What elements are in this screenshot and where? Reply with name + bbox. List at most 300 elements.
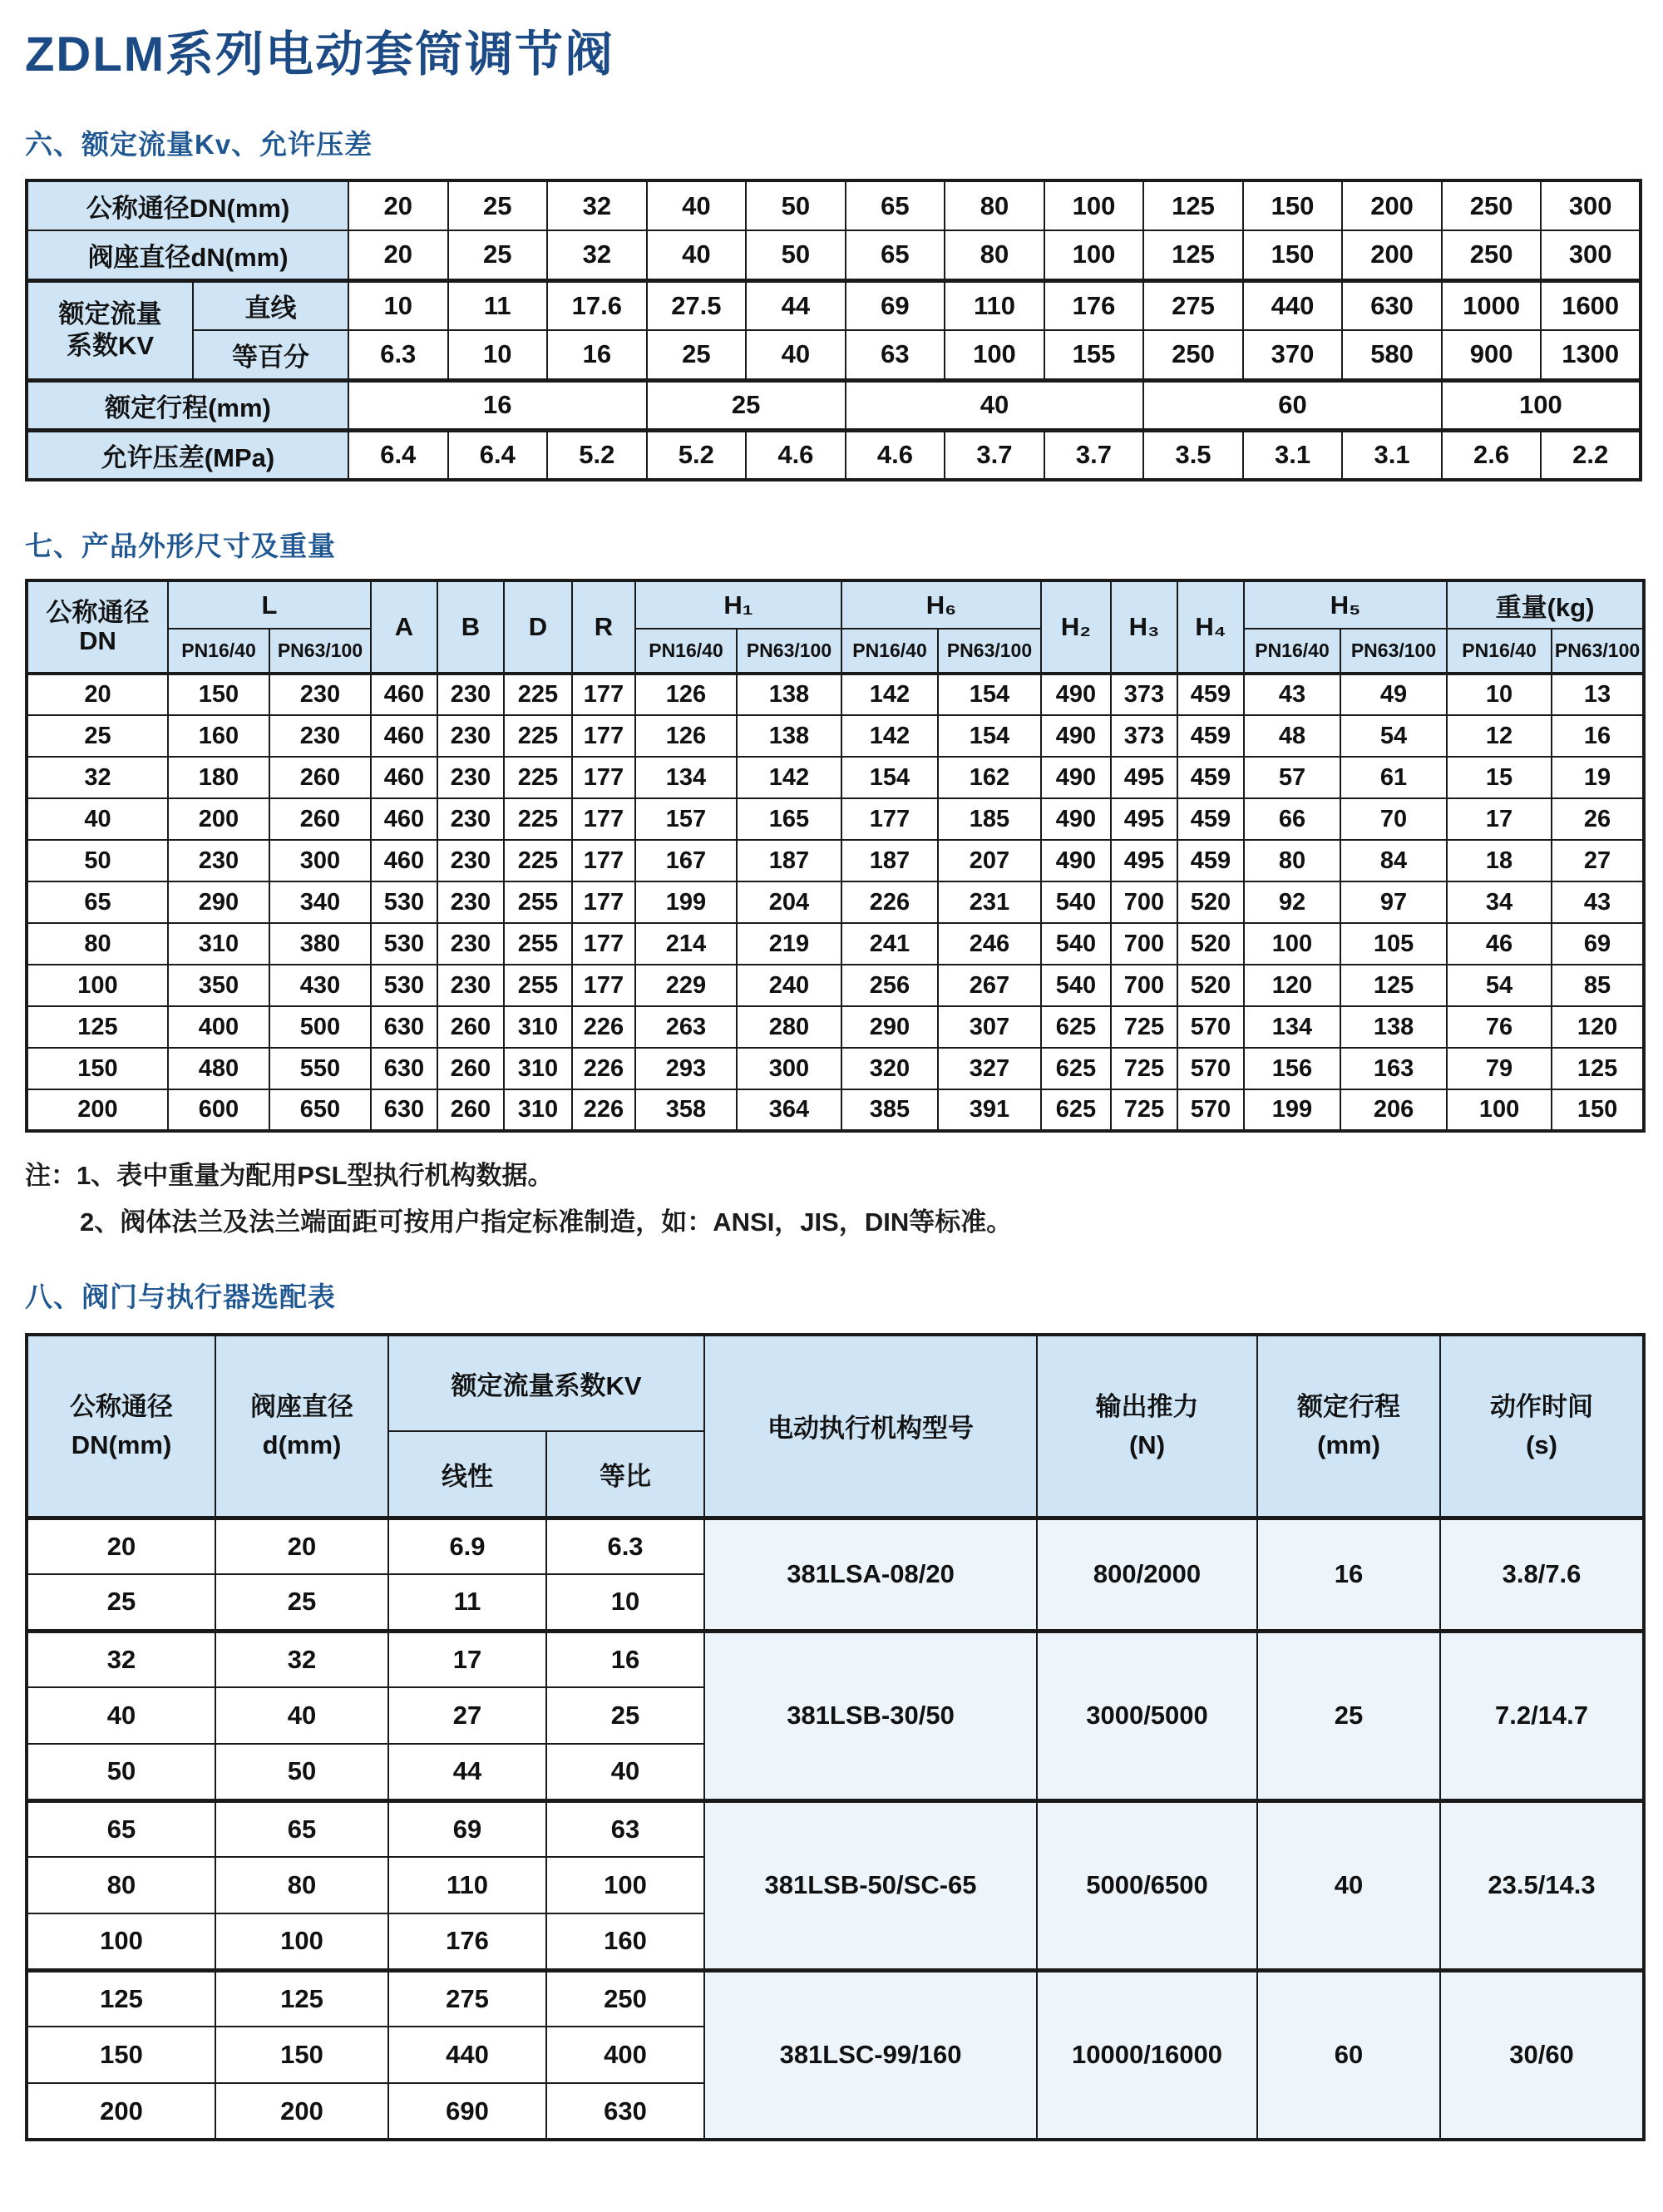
value-cell: 260 (437, 1089, 504, 1131)
value-cell: 10 (546, 1574, 704, 1631)
dn-cell: 100 (27, 1913, 215, 1970)
note-prefix: 注： (25, 1161, 76, 1190)
pn-subheader: PN63/100 (737, 629, 841, 674)
table-row (27, 1089, 1644, 1131)
value-cell: 459 (1177, 757, 1244, 798)
value-cell: 460 (371, 798, 437, 840)
dn-cell: 65 (27, 1800, 215, 1857)
value-cell: 500 (269, 1006, 371, 1048)
value-cell: 80 (1244, 840, 1340, 881)
value-cell: 350 (168, 965, 269, 1006)
col-header-dn (27, 580, 168, 674)
value-cell: 385 (841, 1089, 938, 1131)
value-cell: 229 (635, 965, 737, 1006)
nominal-diameter-label: 公称通径DN(mm) (27, 180, 348, 230)
kv-label-line2: 系数KV (66, 331, 155, 360)
dn-header-line2: DN(mm) (71, 1429, 172, 1459)
col-header-h3: H₃ (1111, 580, 1177, 674)
value-cell: 57 (1244, 757, 1340, 798)
table-header-row (27, 580, 1644, 629)
value-cell: 300 (737, 1048, 841, 1089)
value-cell: 54 (1340, 715, 1447, 757)
value-cell: 226 (572, 1048, 635, 1089)
dn-cell: 80 (27, 1857, 215, 1913)
value-cell: 25 (448, 230, 548, 280)
value-cell: 625 (1041, 1089, 1111, 1131)
note-line-2 (25, 1199, 1642, 1246)
table-row (27, 380, 1641, 430)
value-cell: 185 (938, 798, 1041, 840)
value-cell: 167 (635, 840, 737, 881)
value-cell: 126 (635, 674, 737, 715)
value-cell: 400 (546, 2027, 704, 2083)
value-cell: 100 (1044, 180, 1144, 230)
table-row (27, 1970, 1644, 2027)
value-cell: 177 (572, 715, 635, 757)
dn-cell: 50 (27, 840, 168, 881)
table-row (27, 715, 1644, 757)
value-cell: 310 (504, 1048, 572, 1089)
value-cell: 230 (437, 965, 504, 1006)
section8-heading: 八、阀门与执行器选配表 (25, 1281, 336, 1312)
note-2-text: 2、阀体法兰及法兰端面距可按用户指定标准制造，如：ANSI，JIS，DIN等标准。 (80, 1207, 1013, 1237)
value-cell: 76 (1447, 1006, 1552, 1048)
value-cell: 49 (1340, 674, 1447, 715)
dn-cell: 65 (27, 881, 168, 923)
value-cell: 540 (1041, 965, 1111, 1006)
value-cell: 459 (1177, 674, 1244, 715)
value-cell: 1300 (1541, 330, 1641, 380)
kv-pressure-table (25, 179, 1642, 481)
value-cell: 6.3 (348, 330, 448, 380)
value-cell: 241 (841, 923, 938, 965)
value-cell: 97 (1340, 881, 1447, 923)
value-cell: 725 (1111, 1048, 1177, 1089)
value-cell: 459 (1177, 715, 1244, 757)
dn-cell: 125 (27, 1006, 168, 1048)
value-cell: 50 (215, 1744, 388, 1800)
value-cell: 226 (572, 1006, 635, 1048)
table-row (27, 230, 1641, 280)
col-header-l: L (168, 580, 371, 629)
col-header-a: A (371, 580, 437, 674)
travel-value-cell: 25 (647, 380, 846, 430)
value-cell: 307 (938, 1006, 1041, 1048)
value-cell: 230 (269, 674, 371, 715)
value-cell: 19 (1552, 757, 1644, 798)
value-cell: 27 (1552, 840, 1644, 881)
value-cell: 154 (841, 757, 938, 798)
travel-header-line1: 额定行程 (1297, 1391, 1401, 1421)
travel-cell: 16 (1257, 1518, 1440, 1631)
table-row (27, 757, 1644, 798)
value-cell: 370 (1243, 330, 1343, 380)
value-cell: 142 (841, 715, 938, 757)
value-cell: 700 (1111, 881, 1177, 923)
value-cell: 142 (841, 674, 938, 715)
value-cell: 165 (737, 798, 841, 840)
action-time-cell: 7.2/14.7 (1440, 1631, 1644, 1800)
value-cell: 15 (1447, 757, 1552, 798)
linear-subheader: 线性 (388, 1431, 546, 1518)
value-cell: 230 (437, 798, 504, 840)
value-cell: 2.2 (1541, 430, 1641, 480)
table-row (27, 430, 1641, 480)
value-cell: 1000 (1442, 280, 1542, 330)
value-cell: 40 (647, 180, 747, 230)
value-cell: 105 (1340, 923, 1447, 965)
action-time-cell: 30/60 (1440, 1970, 1644, 2140)
value-cell: 495 (1111, 798, 1177, 840)
dn-header-line2: DN (79, 626, 116, 655)
value-cell: 530 (371, 923, 437, 965)
pn-subheader: PN63/100 (269, 629, 371, 674)
col-header-travel (1257, 1335, 1440, 1518)
value-cell: 44 (388, 1744, 546, 1800)
value-cell: 150 (168, 674, 269, 715)
value-cell: 246 (938, 923, 1041, 965)
thrust-header-line1: 输出推力 (1095, 1391, 1199, 1421)
value-cell: 900 (1442, 330, 1542, 380)
value-cell: 373 (1111, 674, 1177, 715)
dn-cell: 20 (27, 1518, 215, 1574)
value-cell: 430 (269, 965, 371, 1006)
value-cell: 495 (1111, 757, 1177, 798)
value-cell: 225 (504, 757, 572, 798)
value-cell: 3.7 (1044, 430, 1144, 480)
value-cell: 630 (371, 1006, 437, 1048)
value-cell: 54 (1447, 965, 1552, 1006)
col-header-h1: H₁ (635, 580, 841, 629)
value-cell: 138 (737, 674, 841, 715)
table-row (27, 1006, 1644, 1048)
value-cell: 80 (945, 230, 1044, 280)
value-cell: 16 (546, 1631, 704, 1687)
note-line-1 (25, 1153, 1642, 1199)
pn-subheader: PN16/40 (635, 629, 737, 674)
value-cell: 27 (388, 1687, 546, 1744)
value-cell: 540 (1041, 923, 1111, 965)
value-cell: 267 (938, 965, 1041, 1006)
value-cell: 358 (635, 1089, 737, 1131)
value-cell: 630 (546, 2083, 704, 2140)
value-cell: 25 (647, 330, 747, 380)
table-row (27, 1048, 1644, 1089)
action-time-cell: 3.8/7.6 (1440, 1518, 1644, 1631)
value-cell: 290 (168, 881, 269, 923)
value-cell: 320 (841, 1048, 938, 1089)
allowable-pressure-label: 允许压差(MPa) (27, 430, 348, 480)
value-cell: 65 (215, 1800, 388, 1857)
value-cell: 70 (1340, 798, 1447, 840)
value-cell: 250 (1143, 330, 1243, 380)
page-title: ZDLM系列电动套筒调节阀 (25, 27, 615, 81)
time-header-line2: (s) (1526, 1429, 1557, 1459)
value-cell: 150 (215, 2027, 388, 2083)
value-cell: 2.6 (1442, 430, 1542, 480)
table-row (27, 674, 1644, 715)
value-cell: 260 (437, 1006, 504, 1048)
value-cell: 48 (1244, 715, 1340, 757)
value-cell: 255 (504, 881, 572, 923)
value-cell: 46 (1447, 923, 1552, 965)
value-cell: 66 (1244, 798, 1340, 840)
value-cell: 225 (504, 840, 572, 881)
value-cell: 65 (846, 180, 945, 230)
value-cell: 125 (1143, 230, 1243, 280)
value-cell: 230 (437, 757, 504, 798)
value-cell: 63 (846, 330, 945, 380)
value-cell: 250 (546, 1970, 704, 2027)
value-cell: 225 (504, 674, 572, 715)
value-cell: 400 (168, 1006, 269, 1048)
value-cell: 34 (1447, 881, 1552, 923)
dn-cell: 32 (27, 1631, 215, 1687)
value-cell: 125 (1143, 180, 1243, 230)
value-cell: 177 (841, 798, 938, 840)
value-cell: 187 (841, 840, 938, 881)
value-cell: 206 (1340, 1089, 1447, 1131)
value-cell: 6.3 (546, 1518, 704, 1574)
value-cell: 50 (746, 180, 846, 230)
col-header-d: D (504, 580, 572, 674)
value-cell: 490 (1041, 757, 1111, 798)
value-cell: 219 (737, 923, 841, 965)
thrust-cell: 10000/16000 (1037, 1970, 1257, 2140)
travel-value-cell: 100 (1442, 380, 1641, 430)
value-cell: 280 (737, 1006, 841, 1048)
value-cell: 200 (168, 798, 269, 840)
value-cell: 177 (572, 840, 635, 881)
value-cell: 27.5 (647, 280, 747, 330)
value-cell: 100 (1044, 230, 1144, 280)
value-cell: 126 (635, 715, 737, 757)
travel-header-line2: (mm) (1317, 1429, 1380, 1459)
value-cell: 570 (1177, 1006, 1244, 1048)
value-cell: 625 (1041, 1006, 1111, 1048)
value-cell: 260 (437, 1048, 504, 1089)
value-cell: 69 (846, 280, 945, 330)
thrust-cell: 3000/5000 (1037, 1631, 1257, 1800)
value-cell: 1600 (1541, 280, 1641, 330)
value-cell: 110 (388, 1857, 546, 1913)
value-cell: 61 (1340, 757, 1447, 798)
travel-value-cell: 16 (348, 380, 647, 430)
value-cell: 630 (371, 1089, 437, 1131)
dn-cell: 200 (27, 2083, 215, 2140)
value-cell: 540 (1041, 881, 1111, 923)
value-cell: 459 (1177, 840, 1244, 881)
value-cell: 10 (348, 280, 448, 330)
value-cell: 125 (215, 1970, 388, 2027)
value-cell: 226 (572, 1089, 635, 1131)
value-cell: 275 (1143, 280, 1243, 330)
value-cell: 225 (504, 798, 572, 840)
value-cell: 155 (1044, 330, 1144, 380)
value-cell: 134 (635, 757, 737, 798)
pn-subheader: PN16/40 (1244, 629, 1340, 674)
value-cell: 180 (168, 757, 269, 798)
value-cell: 490 (1041, 840, 1111, 881)
actuator-model-cell: 381LSA-08/20 (704, 1518, 1037, 1631)
value-cell: 490 (1041, 715, 1111, 757)
col-header-b: B (437, 580, 504, 674)
dimensions-table (25, 579, 1646, 1133)
equal-percent-label: 等百分 (193, 330, 348, 380)
value-cell: 43 (1244, 674, 1340, 715)
note-1-text: 1、表中重量为配用PSL型执行机构数据。 (76, 1161, 554, 1190)
value-cell: 226 (841, 881, 938, 923)
value-cell: 177 (572, 965, 635, 1006)
pn-subheader: PN63/100 (1340, 629, 1447, 674)
value-cell: 364 (737, 1089, 841, 1131)
section7-heading: 七、产品外形尺寸及重量 (25, 531, 336, 561)
value-cell: 300 (1541, 230, 1641, 280)
value-cell: 138 (737, 715, 841, 757)
value-cell: 17.6 (547, 280, 647, 330)
value-cell: 530 (371, 965, 437, 1006)
value-cell: 700 (1111, 965, 1177, 1006)
value-cell: 255 (504, 965, 572, 1006)
value-cell: 580 (1342, 330, 1442, 380)
table-row (27, 1631, 1644, 1687)
value-cell: 3.1 (1243, 430, 1343, 480)
value-cell: 25 (448, 180, 548, 230)
col-header-seat (215, 1335, 388, 1518)
value-cell: 199 (635, 881, 737, 923)
value-cell: 3.7 (945, 430, 1044, 480)
value-cell: 725 (1111, 1089, 1177, 1131)
actuator-model-cell: 381LSB-50/SC-65 (704, 1800, 1037, 1970)
value-cell: 530 (371, 881, 437, 923)
notes (25, 1153, 1642, 1246)
value-cell: 230 (437, 674, 504, 715)
col-header-time (1440, 1335, 1644, 1518)
kv-coefficient-label (27, 280, 193, 380)
value-cell: 80 (215, 1857, 388, 1913)
value-cell: 230 (168, 840, 269, 881)
value-cell: 25 (546, 1687, 704, 1744)
value-cell: 10 (1447, 674, 1552, 715)
travel-cell: 25 (1257, 1631, 1440, 1800)
value-cell: 6.4 (448, 430, 548, 480)
thrust-cell: 5000/6500 (1037, 1800, 1257, 1970)
pn-subheader: PN16/40 (1447, 629, 1552, 674)
value-cell: 17 (1447, 798, 1552, 840)
value-cell: 293 (635, 1048, 737, 1089)
col-header-actuator: 电动执行机构型号 (704, 1335, 1037, 1518)
value-cell: 5.2 (547, 430, 647, 480)
value-cell: 43 (1552, 881, 1644, 923)
value-cell: 150 (1552, 1089, 1644, 1131)
value-cell: 177 (572, 923, 635, 965)
table-row (27, 1518, 1644, 1574)
rated-travel-label: 额定行程(mm) (27, 380, 348, 430)
value-cell: 17 (388, 1631, 546, 1687)
value-cell: 373 (1111, 715, 1177, 757)
linear-label: 直线 (193, 280, 348, 330)
value-cell: 520 (1177, 923, 1244, 965)
value-cell: 440 (388, 2027, 546, 2083)
value-cell: 154 (938, 715, 1041, 757)
value-cell: 160 (168, 715, 269, 757)
value-cell: 630 (1342, 280, 1442, 330)
dn-header-line1: 公称通径 (46, 598, 150, 627)
value-cell: 18 (1447, 840, 1552, 881)
equal-ratio-subheader: 等比 (546, 1431, 704, 1518)
dn-cell: 40 (27, 798, 168, 840)
value-cell: 16 (1552, 715, 1644, 757)
value-cell: 32 (215, 1631, 388, 1687)
thrust-header-line2: (N) (1128, 1429, 1166, 1459)
value-cell: 84 (1340, 840, 1447, 881)
table-row (27, 840, 1644, 881)
value-cell: 200 (215, 2083, 388, 2140)
table-row (27, 1800, 1644, 1857)
value-cell: 230 (437, 923, 504, 965)
value-cell: 79 (1447, 1048, 1552, 1089)
travel-value-cell: 40 (846, 380, 1144, 430)
value-cell: 550 (269, 1048, 371, 1089)
value-cell: 207 (938, 840, 1041, 881)
value-cell: 69 (388, 1800, 546, 1857)
value-cell: 4.6 (746, 430, 846, 480)
value-cell: 176 (388, 1913, 546, 1970)
seat-header-line1: 阀座直径 (250, 1391, 353, 1421)
table-row (27, 923, 1644, 965)
table-header-row (27, 1335, 1644, 1431)
value-cell: 520 (1177, 965, 1244, 1006)
value-cell: 157 (635, 798, 737, 840)
value-cell: 85 (1552, 965, 1644, 1006)
value-cell: 200 (1342, 230, 1442, 280)
value-cell: 240 (737, 965, 841, 1006)
value-cell: 163 (1340, 1048, 1447, 1089)
value-cell: 100 (1447, 1089, 1552, 1131)
dn-cell: 40 (27, 1687, 215, 1744)
value-cell: 120 (1244, 965, 1340, 1006)
value-cell: 100 (945, 330, 1044, 380)
value-cell: 230 (437, 840, 504, 881)
value-cell: 340 (269, 881, 371, 923)
value-cell: 177 (572, 881, 635, 923)
value-cell: 65 (846, 230, 945, 280)
value-cell: 156 (1244, 1048, 1340, 1089)
value-cell: 495 (1111, 840, 1177, 881)
dn-cell: 200 (27, 1089, 168, 1131)
value-cell: 10 (448, 330, 548, 380)
col-header-weight: 重量(kg) (1447, 580, 1644, 629)
seat-header-line2: d(mm) (262, 1429, 342, 1459)
seat-diameter-label: 阀座直径dN(mm) (27, 230, 348, 280)
dn-cell: 32 (27, 757, 168, 798)
pn-subheader: PN63/100 (1552, 629, 1644, 674)
value-cell: 310 (168, 923, 269, 965)
value-cell: 225 (504, 715, 572, 757)
value-cell: 230 (269, 715, 371, 757)
dn-cell: 125 (27, 1970, 215, 2027)
value-cell: 570 (1177, 1089, 1244, 1131)
table-row (27, 180, 1641, 230)
value-cell: 40 (546, 1744, 704, 1800)
kv-label-line1: 额定流量 (58, 299, 162, 328)
table-row (27, 798, 1644, 840)
value-cell: 250 (1442, 180, 1542, 230)
value-cell: 630 (371, 1048, 437, 1089)
dn-cell: 80 (27, 923, 168, 965)
value-cell: 69 (1552, 923, 1644, 965)
value-cell: 460 (371, 674, 437, 715)
